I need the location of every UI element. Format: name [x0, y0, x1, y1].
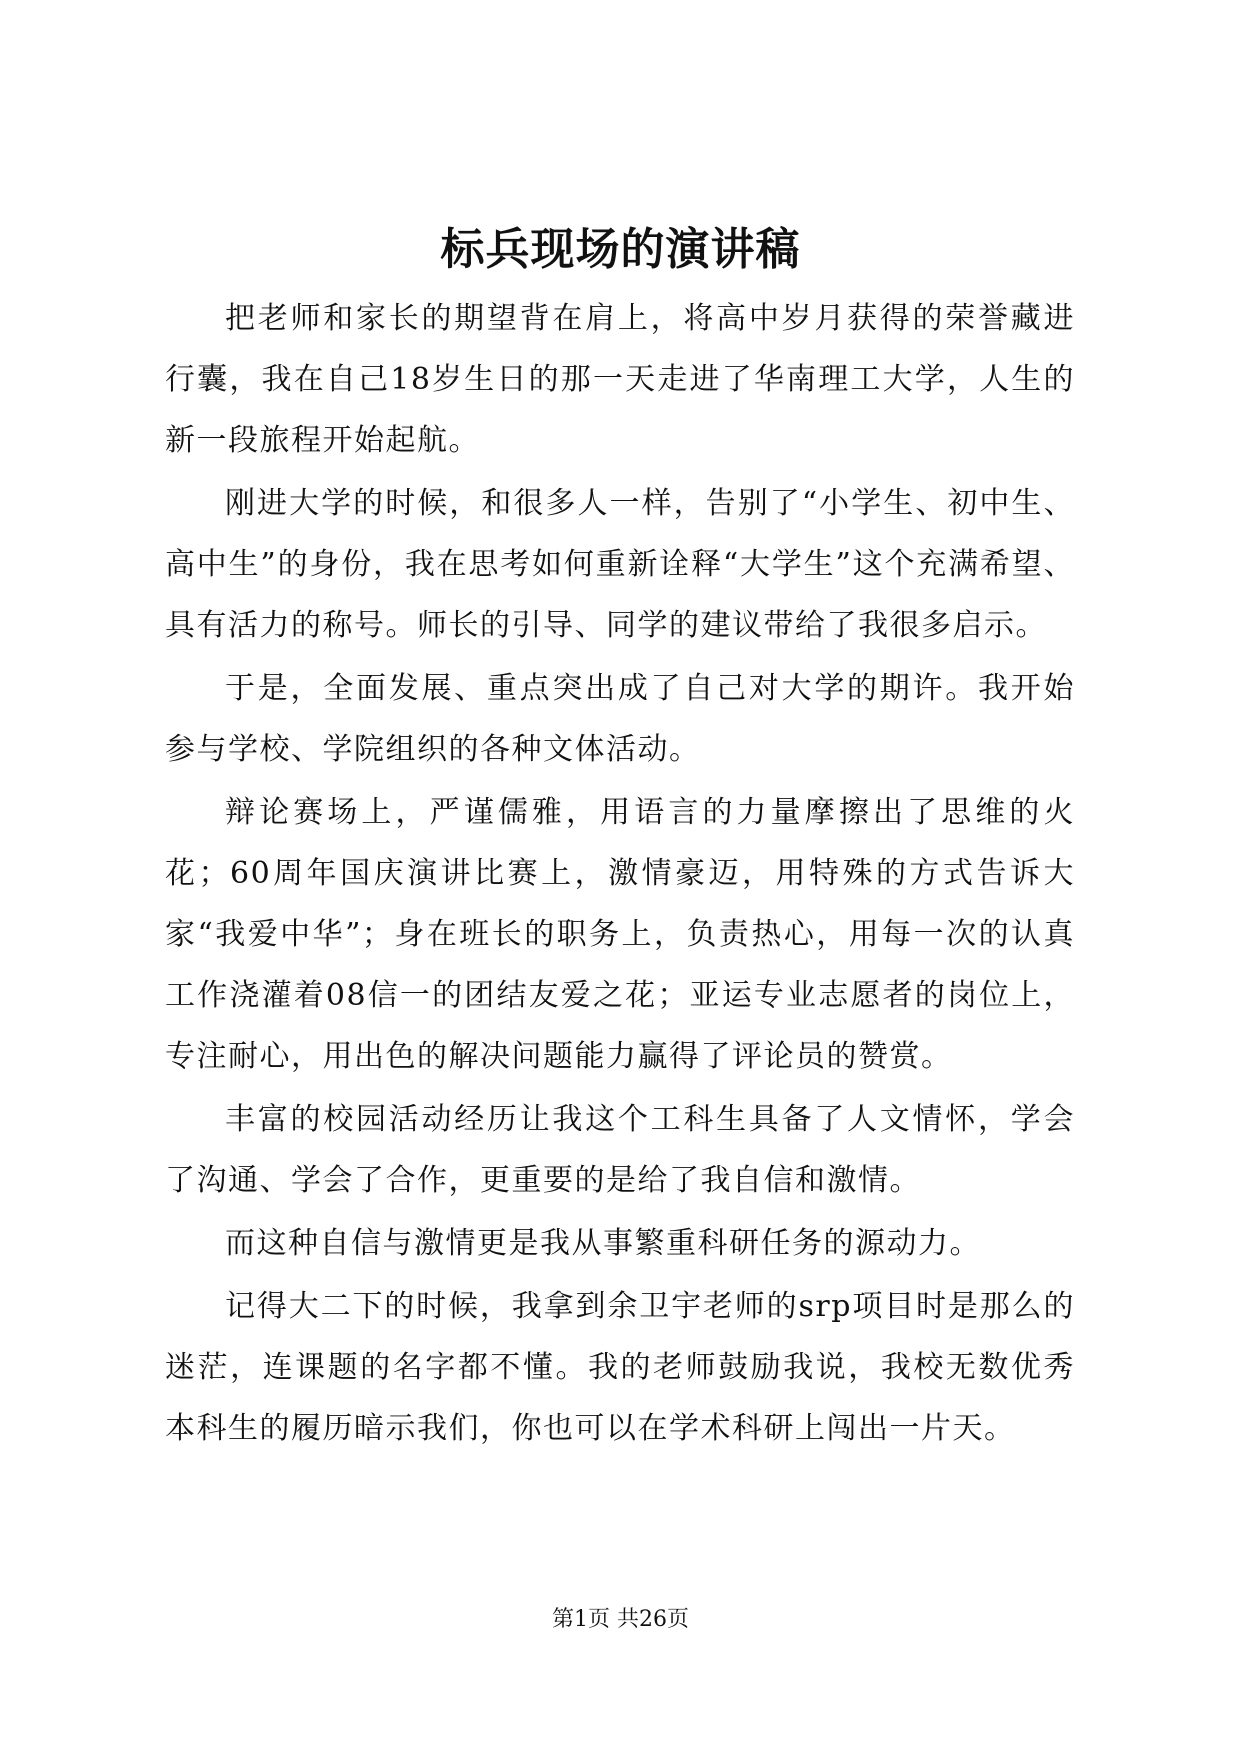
- paragraph: 丰富的校园活动经历让我这个工科生具备了人文情怀，学会了沟通、学会了合作，更重要的是给了我自信和激情。: [165, 1102, 1075, 1198]
- paragraph: 辩论赛场上，严谨儒雅，用语言的力量摩擦出了思维的火花；60周年国庆演讲比赛上，激情豪迈，用特殊的方式告诉大家“我爱中华”；身在班长的职务上，负责热心，用每一次的认真工作浇灌着08信一的团结友爱之花；亚运专业志愿者的岗位上，专注耐心，用出色的解决问题能力赢得了评论员的赞赏。: [165, 795, 1075, 1074]
- paragraph: 而这种自信与激情更是我从事繁重科研任务的源动力。: [225, 1226, 981, 1261]
- document-body: [165, 288, 1075, 1461]
- paragraph: 把老师和家长的期望背在肩上，将高中岁月获得的荣誉藏进行囊，我在自己18岁生日的那一天走进了华南理工大学，人生的新一段旅程开始起航。: [165, 301, 1075, 458]
- paragraph: 于是，全面发展、重点突出成了自己对大学的期许。我开始参与学校、学院组织的各种文体活动。: [165, 671, 1075, 767]
- paragraph: 记得大二下的时候，我拿到余卫宇老师的srp项目时是那么的迷茫，连课题的名字都不懂。我的老师鼓励我说，我校无数优秀本科生的履历暗示我们，你也可以在学术科研上闯出一片天。: [165, 1289, 1075, 1446]
- page-number-footer: 第1页 共26页: [552, 1607, 689, 1632]
- paragraph: 刚进大学的时候，和很多人一样，告别了“小学生、初中生、高中生”的身份，我在思考如何重新诠释“大学生”这个充满希望、具有活力的称号。师长的引导、同学的建议带给了我很多启示。: [165, 486, 1075, 643]
- page-title: 标兵现场的演讲稿: [440, 224, 801, 275]
